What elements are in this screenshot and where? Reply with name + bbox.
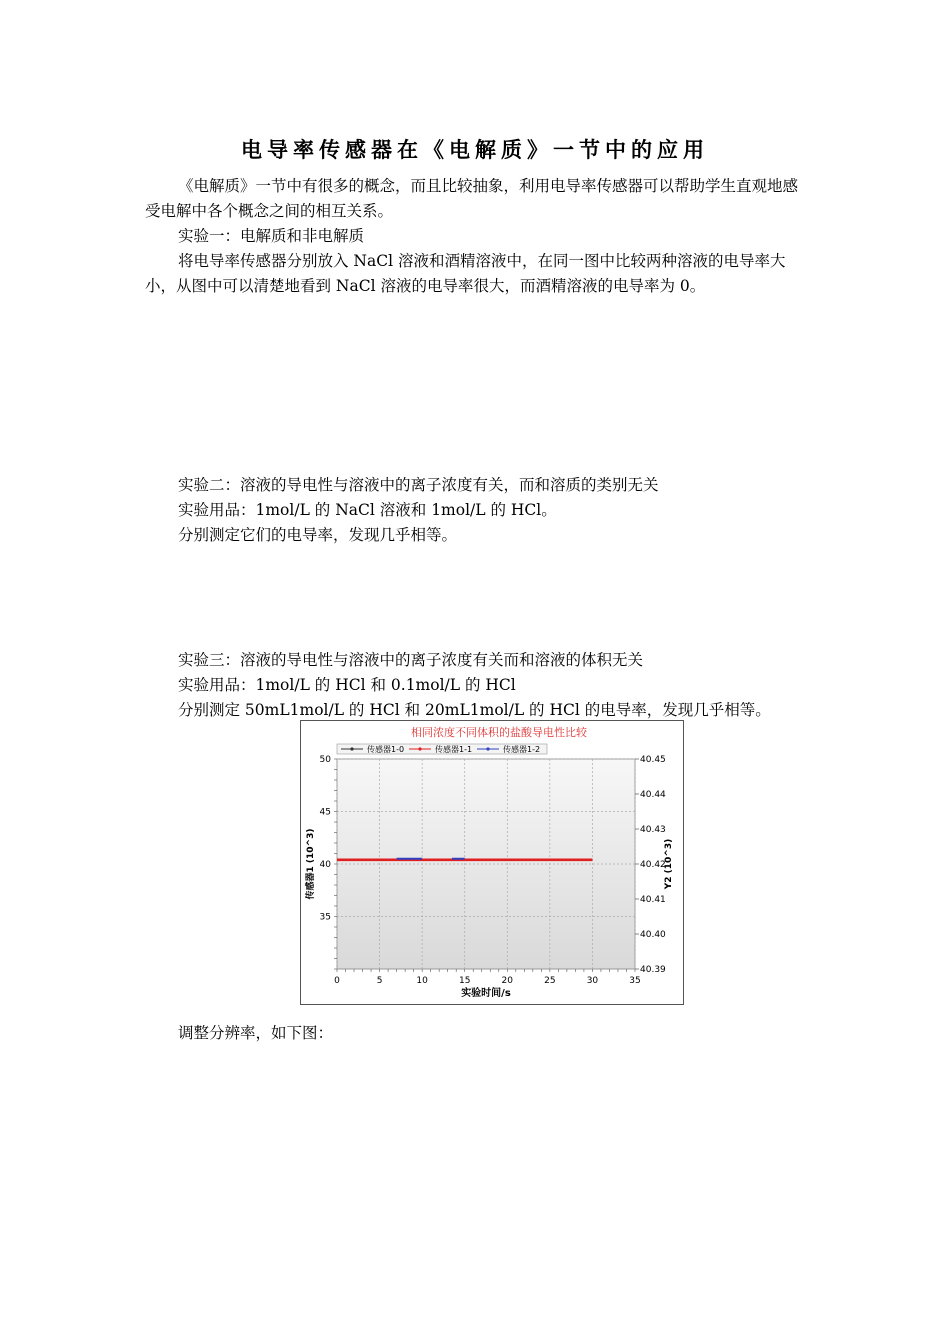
- x-tick-label: 5: [376, 976, 383, 986]
- x-tick-label: 15: [458, 976, 471, 986]
- y2-axis-label: Y2 (10^3): [664, 838, 674, 890]
- legend-entry: 传感器1-0: [367, 745, 405, 754]
- y-axis-label: 传感器1 (10^3): [306, 828, 316, 900]
- y-tick-label: 45: [319, 807, 331, 818]
- legend-entry: 传感器1-2: [503, 745, 541, 754]
- y2-tick-label: 40.45: [640, 755, 666, 765]
- document-title: 电导率传感器在《电解质》一节中的应用: [241, 137, 709, 162]
- chart-legend: [337, 744, 547, 754]
- exp2-result: 分别测定它们的电导率，发现几乎相等。: [178, 526, 458, 544]
- conductivity-chart: [300, 720, 684, 1005]
- y2-tick-label: 40.42: [640, 860, 666, 870]
- exp2-materials: 实验用品：1mol/L 的 NaCl 溶液和 1mol/L 的 HCl。: [178, 501, 557, 519]
- intro-paragraph: 《电解质》一节中有很多的概念，而且比较抽象，利用电导率传感器可以帮助学生直观地感受电解中各个概念之间的相互关系。: [145, 177, 799, 220]
- legend-marker: [486, 747, 489, 750]
- x-tick-label: 25: [544, 976, 556, 986]
- legend-marker: [418, 747, 421, 750]
- exp1-heading: 实验一：电解质和非电解质: [178, 227, 365, 245]
- y-tick-label: 40: [319, 860, 331, 870]
- adjust-resolution-text: 调整分辨率，如下图：: [178, 1024, 334, 1042]
- y2-tick-label: 40.43: [640, 825, 666, 835]
- legend-entry: 传感器1-1: [435, 745, 473, 754]
- chart-series: [337, 859, 592, 860]
- x-axis-label: 实验时间/s: [461, 988, 511, 999]
- y2-tick-label: 40.44: [640, 790, 666, 800]
- exp3-heading: 实验三：溶液的导电性与溶液中的离子浓度有关而和溶液的体积无关: [178, 651, 644, 669]
- x-tick-label: 30: [586, 976, 599, 986]
- y-tick-label: 50: [319, 755, 331, 765]
- exp2-heading: 实验二：溶液的导电性与溶液中的离子浓度有关，而和溶质的类别无关: [178, 476, 659, 494]
- x-tick-label: 0: [334, 976, 340, 986]
- legend-marker: [350, 747, 353, 750]
- chart-svg: [301, 721, 683, 1004]
- x-tick-label: 20: [501, 976, 514, 986]
- y-tick-label: 35: [319, 912, 331, 923]
- y2-tick-label: 40.39: [640, 965, 666, 975]
- chart-title: 相同浓度不同体积的盐酸导电性比较: [411, 726, 587, 739]
- x-tick-label: 35: [629, 976, 641, 986]
- y2-tick-label: 40.40: [640, 930, 666, 940]
- x-tick-label: 10: [416, 976, 428, 986]
- exp3-materials: 实验用品：1mol/L 的 HCl 和 0.1mol/L 的 HCl: [178, 676, 516, 694]
- y2-tick-label: 40.41: [640, 895, 666, 905]
- exp3-result: 分别测定 50mL1mol/L 的 HCl 和 20mL1mol/L 的 HCl 的电导率，发现几乎相等。: [178, 701, 771, 719]
- exp1-paragraph: 将电导率传感器分别放入 NaCl 溶液和酒精溶液中，在同一图中比较两种溶液的电导率大小，从图中可以清楚地看到 NaCl 溶液的电导率很大，而酒精溶液的电导率为 0。: [145, 252, 786, 295]
